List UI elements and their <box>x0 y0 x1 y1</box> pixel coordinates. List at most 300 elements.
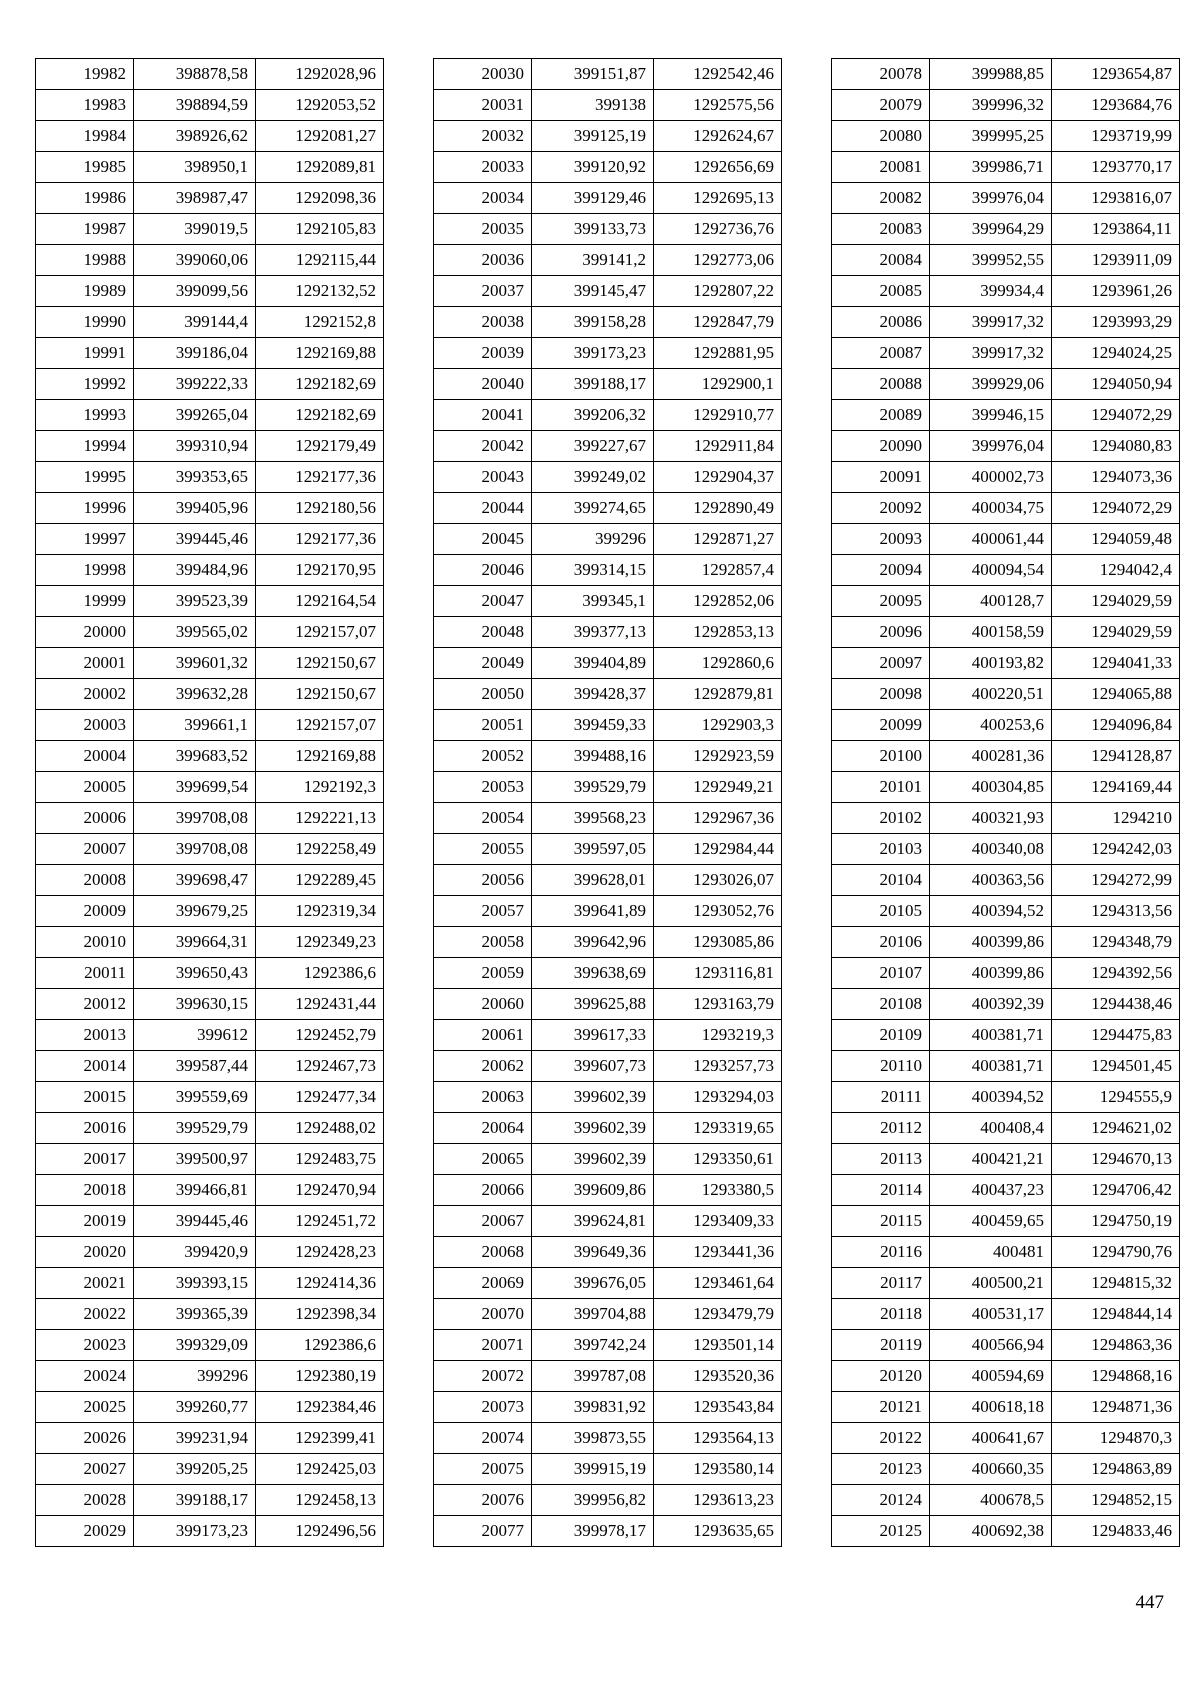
table-row <box>434 710 782 741</box>
x-coordinate-cell: 399260,77 <box>134 1392 256 1423</box>
x-coordinate-cell: 400321,93 <box>930 803 1052 834</box>
y-coordinate-cell: 1293026,07 <box>654 865 782 896</box>
point-number-cell: 20101 <box>832 772 930 803</box>
point-number-cell: 19989 <box>36 276 134 307</box>
y-coordinate-cell: 1292852,06 <box>654 586 782 617</box>
x-coordinate-cell: 398878,58 <box>134 59 256 90</box>
x-coordinate-cell: 399428,37 <box>532 679 654 710</box>
x-coordinate-cell: 399158,28 <box>532 307 654 338</box>
table-row <box>434 400 782 431</box>
y-coordinate-cell: 1292773,06 <box>654 245 782 276</box>
x-coordinate-cell: 399500,97 <box>134 1144 256 1175</box>
table-row <box>434 90 782 121</box>
point-number-cell: 20119 <box>832 1330 930 1361</box>
table-row <box>832 245 1180 276</box>
y-coordinate-cell: 1292890,49 <box>654 493 782 524</box>
y-coordinate-cell: 1292879,81 <box>654 679 782 710</box>
x-coordinate-cell: 399019,5 <box>134 214 256 245</box>
table-row <box>832 1051 1180 1082</box>
y-coordinate-cell: 1292736,76 <box>654 214 782 245</box>
point-number-cell: 20075 <box>434 1454 532 1485</box>
x-coordinate-cell: 399831,92 <box>532 1392 654 1423</box>
x-coordinate-cell: 399708,08 <box>134 803 256 834</box>
x-coordinate-cell: 399206,32 <box>532 400 654 431</box>
y-coordinate-cell: 1292467,73 <box>256 1051 384 1082</box>
x-coordinate-cell: 399365,39 <box>134 1299 256 1330</box>
x-coordinate-cell: 399601,32 <box>134 648 256 679</box>
x-coordinate-cell: 399929,06 <box>930 369 1052 400</box>
point-number-cell: 20105 <box>832 896 930 927</box>
y-coordinate-cell: 1292458,13 <box>256 1485 384 1516</box>
x-coordinate-cell: 399466,81 <box>134 1175 256 1206</box>
y-coordinate-cell: 1292180,56 <box>256 493 384 524</box>
y-coordinate-cell: 1292451,72 <box>256 1206 384 1237</box>
y-coordinate-cell: 1292258,49 <box>256 834 384 865</box>
point-number-cell: 20077 <box>434 1516 532 1547</box>
point-number-cell: 20000 <box>36 617 134 648</box>
y-coordinate-cell: 1294029,59 <box>1052 617 1180 648</box>
point-number-cell: 20087 <box>832 338 930 369</box>
x-coordinate-cell: 400692,38 <box>930 1516 1052 1547</box>
x-coordinate-cell: 399873,55 <box>532 1423 654 1454</box>
table-row <box>36 1206 384 1237</box>
y-coordinate-cell: 1294210 <box>1052 803 1180 834</box>
table-row <box>434 803 782 834</box>
y-coordinate-cell: 1292177,36 <box>256 462 384 493</box>
point-number-cell: 20051 <box>434 710 532 741</box>
x-coordinate-cell: 399642,96 <box>532 927 654 958</box>
point-number-cell: 20024 <box>36 1361 134 1392</box>
x-coordinate-cell: 400394,52 <box>930 1082 1052 1113</box>
x-coordinate-cell: 399934,4 <box>930 276 1052 307</box>
y-coordinate-cell: 1293719,99 <box>1052 121 1180 152</box>
point-number-cell: 20094 <box>832 555 930 586</box>
point-number-cell: 20022 <box>36 1299 134 1330</box>
y-coordinate-cell: 1294621,02 <box>1052 1113 1180 1144</box>
y-coordinate-cell: 1292386,6 <box>256 958 384 989</box>
point-number-cell: 20025 <box>36 1392 134 1423</box>
point-number-cell: 19986 <box>36 183 134 214</box>
x-coordinate-cell: 399787,08 <box>532 1361 654 1392</box>
y-coordinate-cell: 1292428,23 <box>256 1237 384 1268</box>
point-number-cell: 20046 <box>434 555 532 586</box>
table-row <box>832 524 1180 555</box>
y-coordinate-cell: 1292452,79 <box>256 1020 384 1051</box>
table-row <box>434 59 782 90</box>
x-coordinate-cell: 399683,52 <box>134 741 256 772</box>
table-row <box>36 276 384 307</box>
table-row <box>36 1051 384 1082</box>
x-coordinate-cell: 399649,36 <box>532 1237 654 1268</box>
y-coordinate-cell: 1294438,46 <box>1052 989 1180 1020</box>
y-coordinate-cell: 1292152,8 <box>256 307 384 338</box>
x-coordinate-cell: 399231,94 <box>134 1423 256 1454</box>
table-row <box>36 214 384 245</box>
y-coordinate-cell: 1294072,29 <box>1052 493 1180 524</box>
y-coordinate-cell: 1293864,11 <box>1052 214 1180 245</box>
y-coordinate-cell: 1294080,83 <box>1052 431 1180 462</box>
x-coordinate-cell: 399405,96 <box>134 493 256 524</box>
point-number-cell: 20066 <box>434 1175 532 1206</box>
point-number-cell: 19988 <box>36 245 134 276</box>
table-row <box>36 1113 384 1144</box>
point-number-cell: 20112 <box>832 1113 930 1144</box>
x-coordinate-cell: 399708,08 <box>134 834 256 865</box>
x-coordinate-cell: 400641,67 <box>930 1423 1052 1454</box>
x-coordinate-cell: 400304,85 <box>930 772 1052 803</box>
point-number-cell: 20120 <box>832 1361 930 1392</box>
table-row <box>36 1423 384 1454</box>
point-number-cell: 20007 <box>36 834 134 865</box>
y-coordinate-cell: 1292081,27 <box>256 121 384 152</box>
table-row <box>832 679 1180 710</box>
point-number-cell: 20048 <box>434 617 532 648</box>
point-number-cell: 20083 <box>832 214 930 245</box>
table-row <box>36 1361 384 1392</box>
y-coordinate-cell: 1292903,3 <box>654 710 782 741</box>
point-number-cell: 20103 <box>832 834 930 865</box>
x-coordinate-cell: 400399,86 <box>930 958 1052 989</box>
x-coordinate-cell: 399565,02 <box>134 617 256 648</box>
table-row <box>434 1485 782 1516</box>
table-row <box>434 1423 782 1454</box>
x-coordinate-cell: 399125,19 <box>532 121 654 152</box>
table-row <box>832 90 1180 121</box>
table-row <box>36 307 384 338</box>
x-coordinate-cell: 400678,5 <box>930 1485 1052 1516</box>
point-number-cell: 20068 <box>434 1237 532 1268</box>
point-number-cell: 20082 <box>832 183 930 214</box>
y-coordinate-cell: 1293911,09 <box>1052 245 1180 276</box>
y-coordinate-cell: 1292923,59 <box>654 741 782 772</box>
table-row <box>36 834 384 865</box>
table-row <box>36 1144 384 1175</box>
point-number-cell: 20118 <box>832 1299 930 1330</box>
point-number-cell: 20009 <box>36 896 134 927</box>
x-coordinate-cell: 400660,35 <box>930 1454 1052 1485</box>
x-coordinate-cell: 400220,51 <box>930 679 1052 710</box>
x-coordinate-cell: 399986,71 <box>930 152 1052 183</box>
x-coordinate-cell: 400421,21 <box>930 1144 1052 1175</box>
table-row <box>434 648 782 679</box>
point-number-cell: 20088 <box>832 369 930 400</box>
point-number-cell: 20015 <box>36 1082 134 1113</box>
y-coordinate-cell: 1292150,67 <box>256 679 384 710</box>
point-number-cell: 20078 <box>832 59 930 90</box>
y-coordinate-cell: 1292115,44 <box>256 245 384 276</box>
table-row <box>832 617 1180 648</box>
table-row <box>434 431 782 462</box>
table-row <box>36 121 384 152</box>
point-number-cell: 20073 <box>434 1392 532 1423</box>
x-coordinate-cell: 399996,32 <box>930 90 1052 121</box>
y-coordinate-cell: 1292221,13 <box>256 803 384 834</box>
x-coordinate-cell: 399956,82 <box>532 1485 654 1516</box>
point-number-cell: 20060 <box>434 989 532 1020</box>
x-coordinate-cell: 399602,39 <box>532 1082 654 1113</box>
point-number-cell: 19983 <box>36 90 134 121</box>
table-row <box>36 803 384 834</box>
x-coordinate-cell: 399445,46 <box>134 1206 256 1237</box>
point-number-cell: 20064 <box>434 1113 532 1144</box>
x-coordinate-cell: 399222,33 <box>134 369 256 400</box>
y-coordinate-cell: 1292192,3 <box>256 772 384 803</box>
table-row <box>36 1299 384 1330</box>
table-row <box>832 462 1180 493</box>
y-coordinate-cell: 1294852,15 <box>1052 1485 1180 1516</box>
point-number-cell: 20052 <box>434 741 532 772</box>
x-coordinate-cell: 398987,47 <box>134 183 256 214</box>
table-row <box>434 369 782 400</box>
y-coordinate-cell: 1293816,07 <box>1052 183 1180 214</box>
y-coordinate-cell: 1292150,67 <box>256 648 384 679</box>
table-row <box>434 741 782 772</box>
y-coordinate-cell: 1293085,86 <box>654 927 782 958</box>
x-coordinate-cell: 400253,6 <box>930 710 1052 741</box>
y-coordinate-cell: 1292182,69 <box>256 400 384 431</box>
y-coordinate-cell: 1292624,67 <box>654 121 782 152</box>
point-number-cell: 20020 <box>36 1237 134 1268</box>
x-coordinate-cell: 399607,73 <box>532 1051 654 1082</box>
table-row <box>36 1082 384 1113</box>
y-coordinate-cell: 1294871,36 <box>1052 1392 1180 1423</box>
point-number-cell: 20090 <box>832 431 930 462</box>
x-coordinate-cell: 399144,4 <box>134 307 256 338</box>
table-row <box>832 1144 1180 1175</box>
table-row <box>434 896 782 927</box>
y-coordinate-cell: 1292575,56 <box>654 90 782 121</box>
x-coordinate-cell: 399445,46 <box>134 524 256 555</box>
x-coordinate-cell: 400437,23 <box>930 1175 1052 1206</box>
y-coordinate-cell: 1294050,94 <box>1052 369 1180 400</box>
x-coordinate-cell: 399274,65 <box>532 493 654 524</box>
table-row <box>36 431 384 462</box>
y-coordinate-cell: 1292170,95 <box>256 555 384 586</box>
table-row <box>832 276 1180 307</box>
y-coordinate-cell: 1294501,45 <box>1052 1051 1180 1082</box>
y-coordinate-cell: 1292425,03 <box>256 1454 384 1485</box>
x-coordinate-cell: 399145,47 <box>532 276 654 307</box>
x-coordinate-cell: 399404,89 <box>532 648 654 679</box>
y-coordinate-cell: 1294863,89 <box>1052 1454 1180 1485</box>
table-row <box>36 1237 384 1268</box>
table-row <box>832 772 1180 803</box>
table-row <box>434 214 782 245</box>
x-coordinate-cell: 400481 <box>930 1237 1052 1268</box>
x-coordinate-cell: 399205,25 <box>134 1454 256 1485</box>
point-number-cell: 20065 <box>434 1144 532 1175</box>
x-coordinate-cell: 399625,88 <box>532 989 654 1020</box>
point-number-cell: 20002 <box>36 679 134 710</box>
y-coordinate-cell: 1292289,45 <box>256 865 384 896</box>
table-row <box>434 493 782 524</box>
table-row <box>36 1268 384 1299</box>
table-row <box>434 927 782 958</box>
point-number-cell: 20092 <box>832 493 930 524</box>
point-number-cell: 20041 <box>434 400 532 431</box>
table-row <box>832 710 1180 741</box>
y-coordinate-cell: 1293116,81 <box>654 958 782 989</box>
table-row <box>434 958 782 989</box>
point-number-cell: 20111 <box>832 1082 930 1113</box>
y-coordinate-cell: 1292984,44 <box>654 834 782 865</box>
point-number-cell: 20027 <box>36 1454 134 1485</box>
y-coordinate-cell: 1294750,19 <box>1052 1206 1180 1237</box>
table-row <box>832 183 1180 214</box>
y-coordinate-cell: 1292169,88 <box>256 338 384 369</box>
point-number-cell: 20115 <box>832 1206 930 1237</box>
table-row <box>36 927 384 958</box>
table-row <box>434 617 782 648</box>
x-coordinate-cell: 399138 <box>532 90 654 121</box>
point-number-cell: 20032 <box>434 121 532 152</box>
point-number-cell: 20035 <box>434 214 532 245</box>
y-coordinate-cell: 1292900,1 <box>654 369 782 400</box>
table-row <box>434 679 782 710</box>
table-row <box>832 1175 1180 1206</box>
x-coordinate-cell: 399976,04 <box>930 431 1052 462</box>
y-coordinate-cell: 1292380,19 <box>256 1361 384 1392</box>
x-coordinate-cell: 399099,56 <box>134 276 256 307</box>
y-coordinate-cell: 1294096,84 <box>1052 710 1180 741</box>
table-row <box>434 276 782 307</box>
y-coordinate-cell: 1292871,27 <box>654 524 782 555</box>
y-coordinate-cell: 1292089,81 <box>256 152 384 183</box>
x-coordinate-cell: 399976,04 <box>930 183 1052 214</box>
y-coordinate-cell: 1292847,79 <box>654 307 782 338</box>
point-number-cell: 20062 <box>434 1051 532 1082</box>
y-coordinate-cell: 1292319,34 <box>256 896 384 927</box>
point-number-cell: 20003 <box>36 710 134 741</box>
x-coordinate-cell: 399661,1 <box>134 710 256 741</box>
x-coordinate-cell: 400399,86 <box>930 927 1052 958</box>
point-number-cell: 19987 <box>36 214 134 245</box>
table-row <box>434 1113 782 1144</box>
table-row <box>832 586 1180 617</box>
x-coordinate-cell: 398950,1 <box>134 152 256 183</box>
point-number-cell: 20039 <box>434 338 532 369</box>
x-coordinate-cell: 399638,69 <box>532 958 654 989</box>
point-number-cell: 20058 <box>434 927 532 958</box>
point-number-cell: 19985 <box>36 152 134 183</box>
y-coordinate-cell: 1293163,79 <box>654 989 782 1020</box>
x-coordinate-cell: 399529,79 <box>532 772 654 803</box>
x-coordinate-cell: 400594,69 <box>930 1361 1052 1392</box>
point-number-cell: 20013 <box>36 1020 134 1051</box>
x-coordinate-cell: 399964,29 <box>930 214 1052 245</box>
table-row <box>832 338 1180 369</box>
table-row <box>434 1020 782 1051</box>
point-number-cell: 20096 <box>832 617 930 648</box>
table-row <box>832 1330 1180 1361</box>
y-coordinate-cell: 1292881,95 <box>654 338 782 369</box>
table-row <box>36 400 384 431</box>
x-coordinate-cell: 400034,75 <box>930 493 1052 524</box>
y-coordinate-cell: 1292656,69 <box>654 152 782 183</box>
point-number-cell: 20011 <box>36 958 134 989</box>
x-coordinate-cell: 399915,19 <box>532 1454 654 1485</box>
y-coordinate-cell: 1294042,4 <box>1052 555 1180 586</box>
x-coordinate-cell: 399151,87 <box>532 59 654 90</box>
table-row <box>832 152 1180 183</box>
table-row <box>434 245 782 276</box>
x-coordinate-cell: 399587,44 <box>134 1051 256 1082</box>
y-coordinate-cell: 1294815,32 <box>1052 1268 1180 1299</box>
table-row <box>36 989 384 1020</box>
y-coordinate-cell: 1294670,13 <box>1052 1144 1180 1175</box>
table-row <box>36 648 384 679</box>
y-coordinate-cell: 1293564,13 <box>654 1423 782 1454</box>
y-coordinate-cell: 1294059,48 <box>1052 524 1180 555</box>
table-row <box>832 1392 1180 1423</box>
y-coordinate-cell: 1292904,37 <box>654 462 782 493</box>
point-number-cell: 20021 <box>36 1268 134 1299</box>
point-number-cell: 20095 <box>832 586 930 617</box>
table-row <box>36 1392 384 1423</box>
x-coordinate-cell: 399173,23 <box>532 338 654 369</box>
table-row <box>434 1330 782 1361</box>
x-coordinate-cell: 398926,62 <box>134 121 256 152</box>
x-coordinate-cell: 399917,32 <box>930 338 1052 369</box>
y-coordinate-cell: 1294029,59 <box>1052 586 1180 617</box>
y-coordinate-cell: 1292414,36 <box>256 1268 384 1299</box>
x-coordinate-cell: 399310,94 <box>134 431 256 462</box>
table-row <box>36 524 384 555</box>
table-row <box>36 369 384 400</box>
point-number-cell: 20124 <box>832 1485 930 1516</box>
table-row <box>434 152 782 183</box>
table-row <box>832 896 1180 927</box>
table-row <box>434 1361 782 1392</box>
table-row <box>434 1392 782 1423</box>
point-number-cell: 20005 <box>36 772 134 803</box>
x-coordinate-cell: 399377,13 <box>532 617 654 648</box>
table-row <box>36 1330 384 1361</box>
y-coordinate-cell: 1293219,3 <box>654 1020 782 1051</box>
x-coordinate-cell: 399704,88 <box>532 1299 654 1330</box>
x-coordinate-cell: 400193,82 <box>930 648 1052 679</box>
point-number-cell: 20072 <box>434 1361 532 1392</box>
table-row <box>832 1485 1180 1516</box>
point-number-cell: 20054 <box>434 803 532 834</box>
point-number-cell: 20034 <box>434 183 532 214</box>
table-row <box>434 989 782 1020</box>
table-row <box>434 834 782 865</box>
y-coordinate-cell: 1293654,87 <box>1052 59 1180 90</box>
x-coordinate-cell: 399628,01 <box>532 865 654 896</box>
point-number-cell: 20091 <box>832 462 930 493</box>
point-number-cell: 19997 <box>36 524 134 555</box>
point-number-cell: 19991 <box>36 338 134 369</box>
point-number-cell: 20104 <box>832 865 930 896</box>
y-coordinate-cell: 1292384,46 <box>256 1392 384 1423</box>
point-number-cell: 19992 <box>36 369 134 400</box>
table-row <box>36 338 384 369</box>
x-coordinate-cell: 399995,25 <box>930 121 1052 152</box>
point-number-cell: 20014 <box>36 1051 134 1082</box>
y-coordinate-cell: 1292860,6 <box>654 648 782 679</box>
y-coordinate-cell: 1292477,34 <box>256 1082 384 1113</box>
point-number-cell: 20098 <box>832 679 930 710</box>
point-number-cell: 19996 <box>36 493 134 524</box>
y-coordinate-cell: 1293461,64 <box>654 1268 782 1299</box>
table-row <box>832 1206 1180 1237</box>
point-number-cell: 20108 <box>832 989 930 1020</box>
x-coordinate-cell: 400061,44 <box>930 524 1052 555</box>
x-coordinate-cell: 399188,17 <box>532 369 654 400</box>
y-coordinate-cell: 1294868,16 <box>1052 1361 1180 1392</box>
x-coordinate-cell: 400618,18 <box>930 1392 1052 1423</box>
